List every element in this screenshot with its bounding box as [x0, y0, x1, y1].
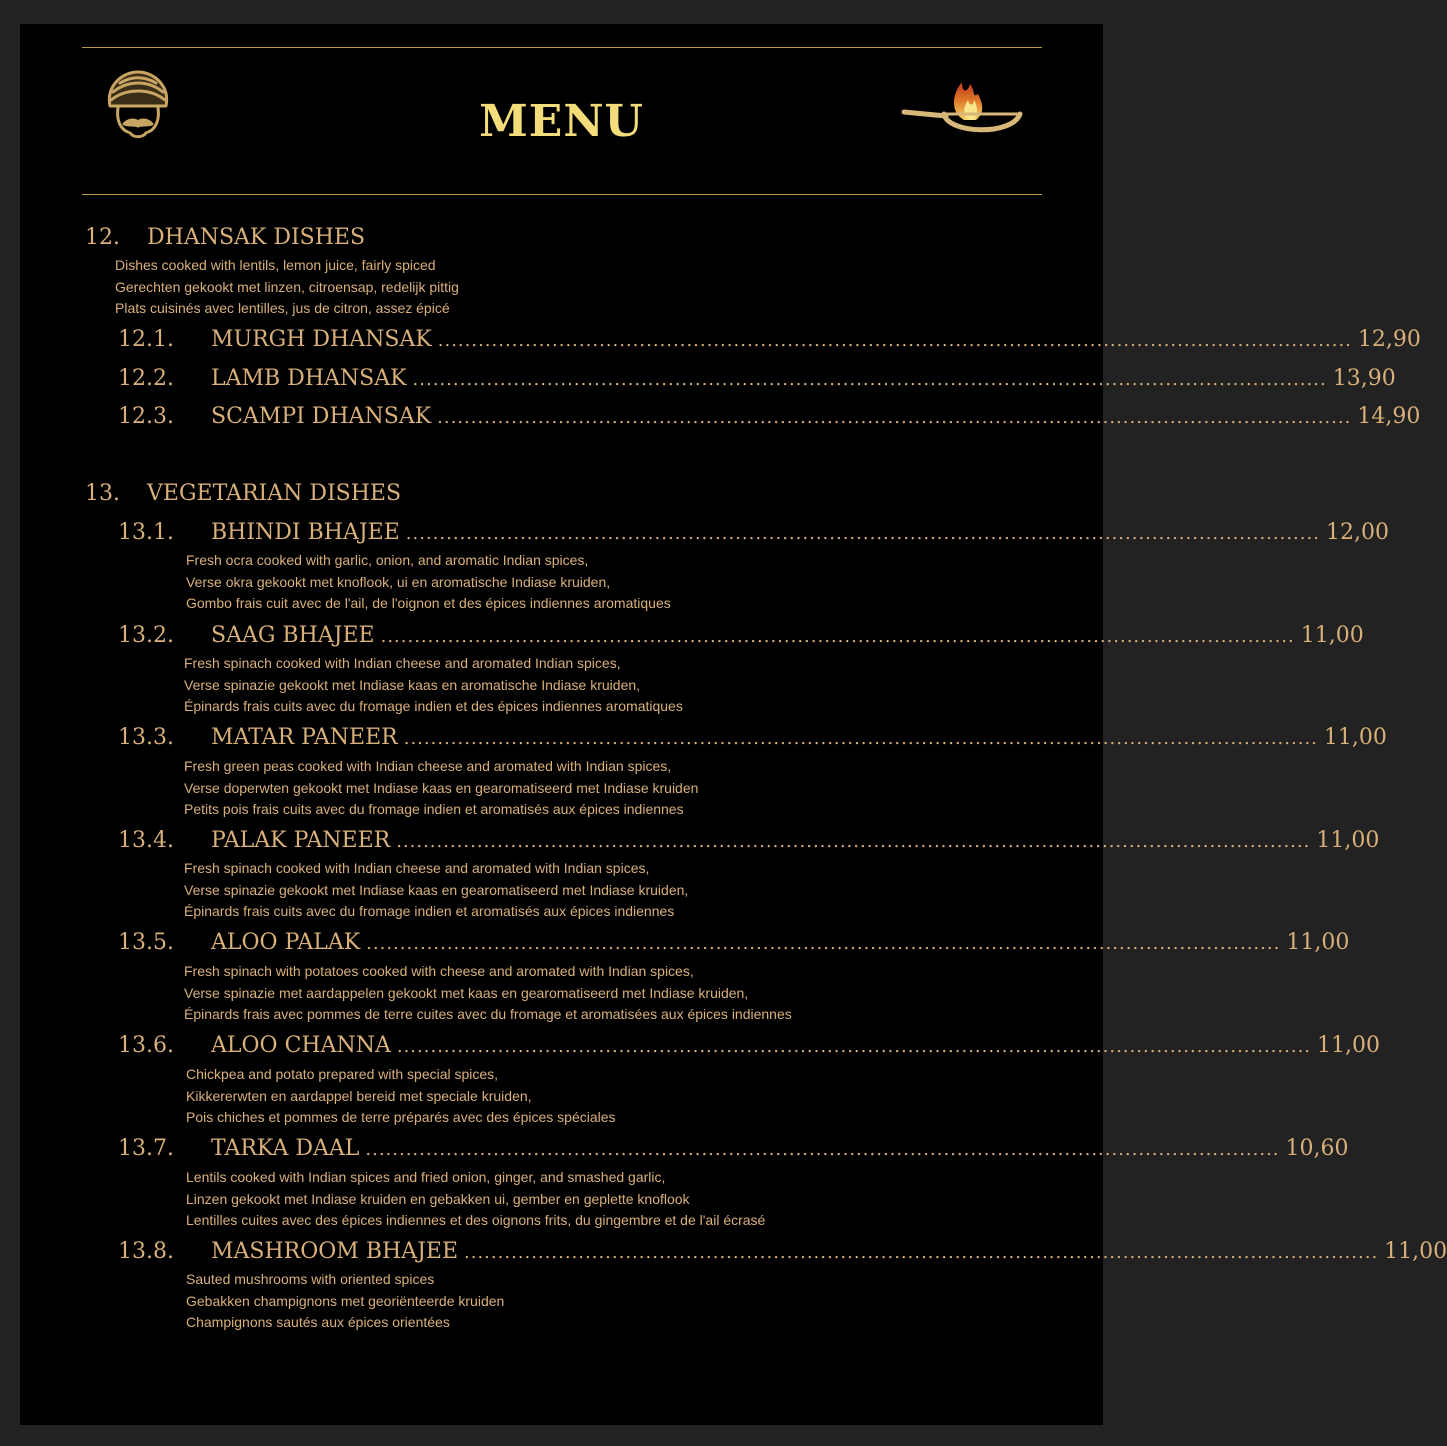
- item-price: 14,90: [1357, 404, 1421, 429]
- description-line-en: Fresh ocra cooked with garlic, onion, and aromatic Indian spices,: [186, 552, 589, 568]
- item-description: [186, 1064, 616, 1129]
- bottom-divider: [82, 194, 1042, 195]
- item-price: 11,00: [1316, 828, 1380, 853]
- item-description: [184, 961, 792, 1026]
- item-description: [186, 1167, 765, 1232]
- item-name: ALOO CHANNA: [211, 1033, 391, 1058]
- item-number: 12.1.: [118, 327, 174, 352]
- description-line-fr: Épinards frais avec pommes de terre cuites avec du fromage et aromatisées aux épices indiennes: [184, 1006, 792, 1022]
- description-line-en: Lentils cooked with Indian spices and fried onion, ginger, and smashed garlic,: [186, 1169, 666, 1185]
- description-line-fr: Pois chiches et pommes de terre préparés avec des épices spéciales: [186, 1109, 616, 1125]
- item-description: [184, 653, 683, 718]
- menu-item-saag-bhajee: [118, 621, 1364, 651]
- description-line-fr: Petits pois frais cuits avec du fromage indien et aromatisés aux épices indiennes: [184, 801, 684, 817]
- description-line-en: Fresh spinach cooked with Indian cheese and aromated Indian spices,: [184, 655, 621, 671]
- item-name: BHINDI BHAJEE: [211, 520, 400, 545]
- item-number: 12.3.: [118, 404, 174, 429]
- item-number: 13.3.: [118, 725, 174, 750]
- dot-leader: ........................................................................................................................................: [405, 523, 1320, 544]
- item-number: 13.7.: [118, 1136, 174, 1161]
- item-price: 12,90: [1357, 327, 1421, 352]
- item-number: 13.6.: [118, 1033, 174, 1058]
- menu-item-aloo-palak: [118, 928, 1350, 958]
- item-name: TARKA DAAL: [211, 1136, 360, 1161]
- item-description: [186, 550, 671, 615]
- description-line-en: Fresh green peas cooked with Indian cheese and aromated with Indian spices,: [184, 758, 672, 774]
- item-name: LAMB DHANSAK: [211, 366, 407, 391]
- item-price: 11,00: [1323, 725, 1387, 750]
- dot-leader: ........................................................................................................................................: [365, 1139, 1280, 1160]
- item-number: 12.2.: [118, 366, 174, 391]
- item-price: 13,90: [1332, 366, 1396, 391]
- description-line-en: Fresh spinach with potatoes cooked with cheese and aromated with Indian spices,: [184, 963, 694, 979]
- menu-item-tarka-daal: [118, 1134, 1349, 1164]
- item-number: 13.1.: [118, 520, 174, 545]
- description-line-fr: Lentilles cuites avec des épices indiennes et des oignons frits, du gingembre et de l'ail écrasé: [186, 1212, 766, 1228]
- description-line-nl: Gerechten gekookt met linzen, citroensap, redelijk pittig: [115, 278, 459, 295]
- item-price: 11,00: [1384, 1239, 1447, 1264]
- top-divider: [82, 47, 1042, 48]
- menu-item-lamb-dhansak: [118, 364, 1396, 394]
- item-price: 11,00: [1300, 623, 1364, 648]
- item-name: PALAK PANEER: [211, 828, 391, 853]
- description-line-fr: Plats cuisinés avec lentilles, jus de citron, assez épicé: [115, 300, 450, 316]
- menu-item-murgh-dhansak: [118, 325, 1421, 355]
- description-line-fr: Épinards frais cuits avec du fromage indien et aromatisés aux épices indiennes: [184, 903, 675, 919]
- menu-item-aloo-channa: [118, 1031, 1380, 1061]
- section-number: 13.: [85, 481, 120, 506]
- menu-item-matar-paneer: [118, 723, 1387, 753]
- menu-item-palak-paneer: [118, 826, 1380, 856]
- dot-leader: ........................................................................................................................................: [396, 831, 1311, 852]
- dot-leader: ........................................................................................................................................: [380, 626, 1295, 647]
- item-price: 10,60: [1285, 1136, 1349, 1161]
- menu-item-mashroom-bhajee: [118, 1237, 1447, 1267]
- description-line-nl: Verse doperwten gekookt met Indiase kaas en gearomatiseerd met Indiase kruiden: [184, 779, 699, 796]
- dot-leader: ........................................................................................................................................: [464, 1242, 1379, 1263]
- dot-leader: ........................................................................................................................................: [403, 728, 1318, 749]
- description-line-nl: Linzen gekookt met Indiase kruiden en gebakken ui, gember en geplette knoflook: [186, 1190, 690, 1207]
- description-line-en: Dishes cooked with lentils, lemon juice, fairly spiced: [115, 257, 436, 273]
- page-title: MENU: [479, 96, 644, 147]
- dot-leader: ........................................................................................................................................: [437, 407, 1352, 428]
- description-line-nl: Verse spinazie met aardappelen gekookt met kaas en gearomatiseerd met Indiase kruiden,: [184, 984, 749, 1001]
- menu-item-bhindi-bhajee: [118, 518, 1389, 548]
- item-description: [184, 756, 698, 821]
- menu-page: [20, 24, 1447, 1425]
- description-line-en: Sauted mushrooms with oriented spices: [186, 1271, 435, 1287]
- description-line-nl: Gebakken champignons met georiënteerde kruiden: [186, 1292, 505, 1309]
- item-name: SAAG BHAJEE: [211, 623, 375, 648]
- item-name: SCAMPI DHANSAK: [211, 404, 432, 429]
- description-line-fr: Épinards frais cuits avec du fromage indien et des épices indiennes aromatiques: [184, 698, 683, 714]
- item-number: 13.2.: [118, 623, 174, 648]
- description-line-fr: Gombo frais cuit avec de l'ail, de l'oignon et des épices indiennes aromatiques: [186, 595, 671, 611]
- flaming-pan-icon: [902, 64, 1028, 144]
- item-number: 13.5.: [118, 930, 174, 955]
- description-line-fr: Champignons sautés aux épices orientées: [186, 1314, 450, 1330]
- menu-item-scampi-dhansak: [118, 402, 1421, 432]
- description-line-nl: Verse spinazie gekookt met Indiase kaas en gearomatiseerd met Indiase kruiden,: [184, 881, 689, 898]
- dot-leader: ........................................................................................................................................: [412, 369, 1327, 390]
- dot-leader: ........................................................................................................................................: [437, 330, 1352, 351]
- item-number: 13.4.: [118, 828, 174, 853]
- description-line-nl: Verse spinazie gekookt met Indiase kaas en aromatische Indiase kruiden,: [184, 676, 641, 693]
- description-line-en: Fresh spinach cooked with Indian cheese and aromated with Indian spices,: [184, 860, 650, 876]
- item-description: [184, 858, 688, 923]
- section-name: DHANSAK DISHES: [147, 225, 366, 250]
- section-name: VEGETARIAN DISHES: [147, 481, 402, 506]
- dot-leader: ........................................................................................................................................: [366, 933, 1281, 954]
- description-line-nl: Kikkererwten en aardappel bereid met speciale kruiden,: [186, 1087, 532, 1104]
- item-price: 11,00: [1286, 930, 1350, 955]
- item-price: 11,00: [1317, 1033, 1380, 1058]
- item-price: 12,00: [1325, 520, 1389, 545]
- item-name: MURGH DHANSAK: [211, 327, 432, 352]
- section-description: [115, 255, 459, 320]
- description-line-en: Chickpea and potato prepared with special spices,: [186, 1066, 499, 1082]
- item-description: [186, 1269, 504, 1334]
- item-name: ALOO PALAK: [211, 930, 361, 955]
- section-number: 12.: [85, 225, 120, 250]
- item-name: MATAR PANEER: [211, 725, 398, 750]
- description-line-nl: Verse okra gekookt met knoflook, ui en aromatische Indiase kruiden,: [186, 573, 611, 590]
- item-name: MASHROOM BHAJEE: [211, 1239, 459, 1264]
- item-number: 13.8.: [118, 1239, 174, 1264]
- dot-leader: ........................................................................................................................................: [396, 1036, 1312, 1057]
